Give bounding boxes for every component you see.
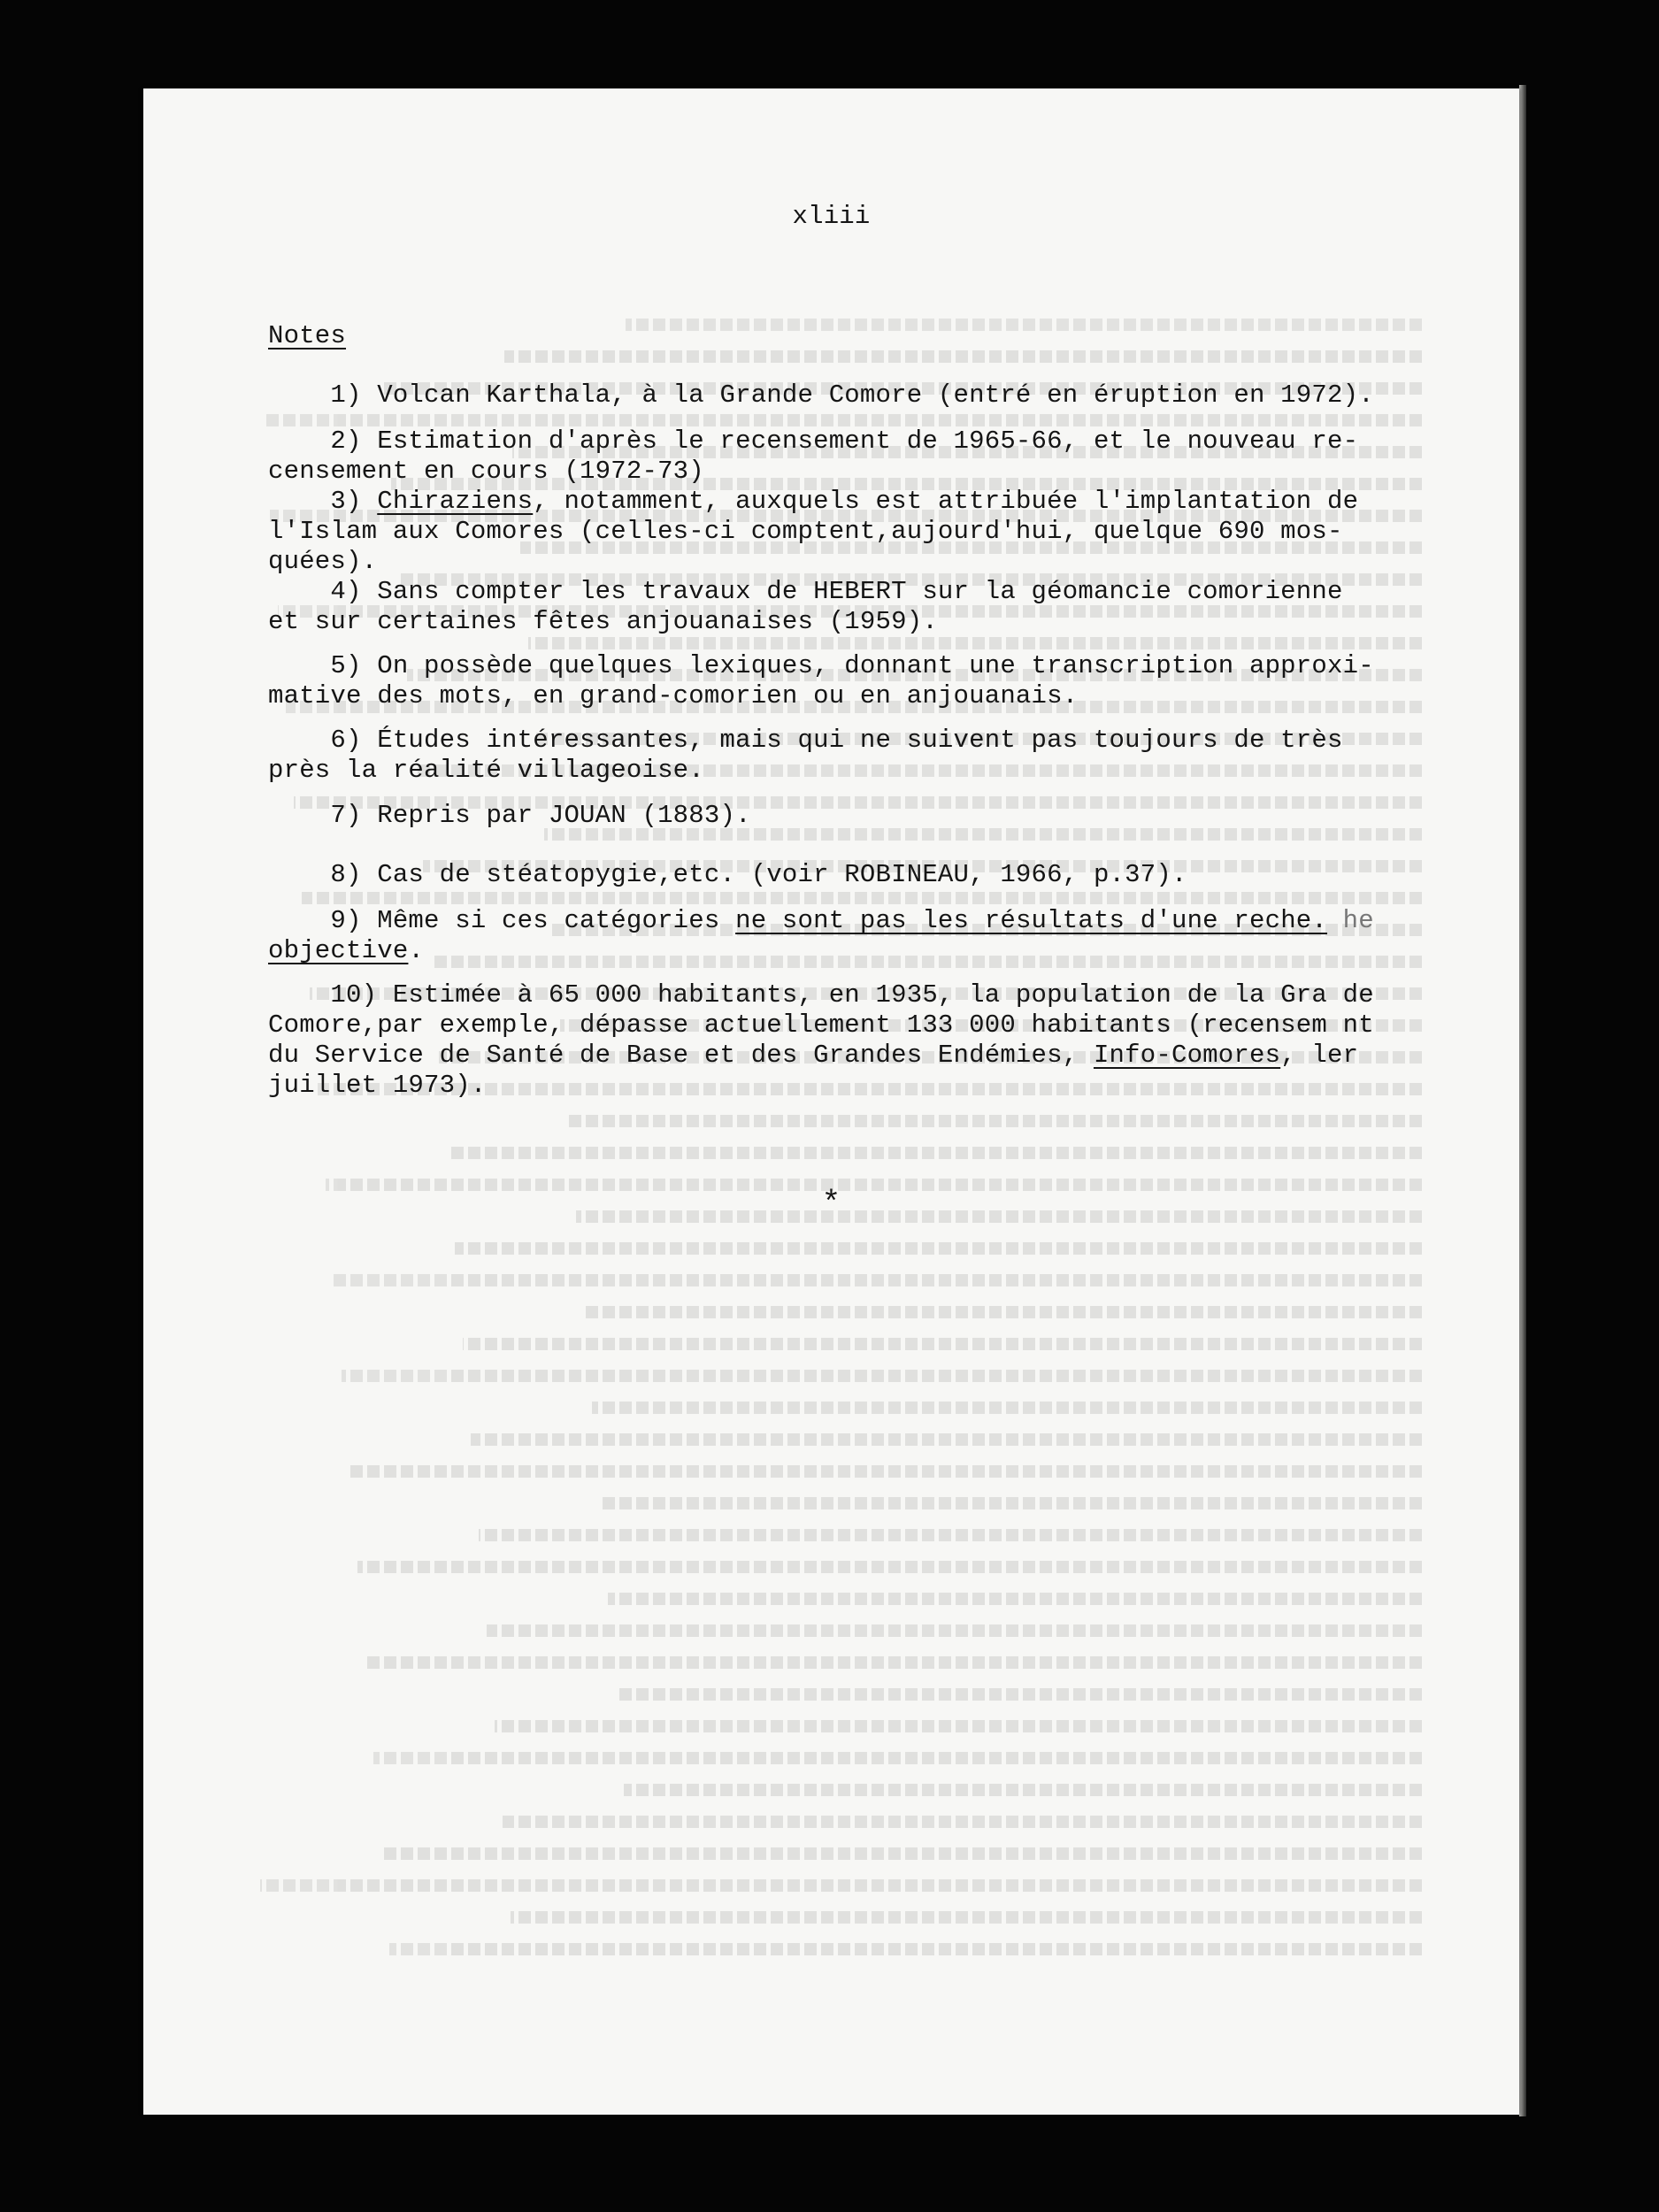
note-5 <box>268 651 1409 711</box>
section-separator: * <box>821 1186 841 1222</box>
note-2 <box>268 426 1409 487</box>
underlined-phrase: ne sont pas les résultats d'une reche. <box>735 906 1328 935</box>
note-line <box>268 936 1409 966</box>
note-line <box>268 1041 1409 1071</box>
note-line: 5) On possède quelques lexiques, donnant une transcription approxi- <box>268 651 1374 680</box>
note-line: 2) Estimation d'après le recensement de 1965-66, et le nouveau re- <box>268 426 1359 456</box>
note-line: 4) Sans compter les travaux de HEBERT sur la géomancie comorienne <box>268 577 1343 606</box>
underlined-title: Info-Comores <box>1093 1041 1281 1070</box>
note-line: mative des mots, en grand-comorien ou en anjouanais. <box>268 681 1079 710</box>
note-3 <box>268 487 1409 577</box>
note-text: du Service de Santé de Base et des Grandes Endémies, <box>268 1041 1094 1070</box>
note-text: 9) Même si ces catégories <box>268 906 736 935</box>
note-number: 3) <box>268 487 378 516</box>
note-line <box>268 487 1409 517</box>
page-content <box>143 88 1519 2115</box>
note-line: 10) Estimée à 65 000 habitants, en 1935, la population de la Gra de <box>268 980 1374 1010</box>
underlined-phrase: objective <box>268 936 409 965</box>
page-number: xliii <box>792 202 871 231</box>
document-page <box>143 88 1519 2115</box>
note-line: Comore,par exemple, dépasse actuellement 133 000 habitants (recensem nt <box>268 1010 1374 1040</box>
underlined-term: Chiraziens <box>377 487 534 516</box>
note-line: juillet 1973). <box>268 1071 487 1100</box>
note-text: , ler <box>1280 1041 1359 1070</box>
note-text: he <box>1327 906 1374 935</box>
note-line: 1) Volcan Karthala, à la Grande Comore (entré en éruption en 1972). <box>268 380 1374 410</box>
note-10 <box>268 980 1409 1101</box>
note-line: 6) Études intéressantes, mais qui ne suivent pas toujours de très <box>268 726 1343 755</box>
notes-heading: Notes <box>268 321 347 350</box>
note-line: l'Islam aux Comores (celles-ci comptent,aujourd'hui, quelque 690 mos- <box>268 517 1343 546</box>
note-9 <box>268 906 1409 966</box>
note-line: 8) Cas de stéatopygie,etc. (voir ROBINEAU, 1966, p.37). <box>268 860 1187 889</box>
note-text: , notamment, auxquels est attribuée l'implantation de <box>533 487 1359 516</box>
note-line: et sur certaines fêtes anjouanaises (1959). <box>268 607 938 636</box>
note-line: 7) Repris par JOUAN (1883). <box>268 801 751 830</box>
note-7 <box>268 801 1409 831</box>
note-1 <box>268 380 1409 411</box>
note-line: quées). <box>268 547 378 576</box>
note-line <box>268 906 1409 936</box>
note-6 <box>268 726 1409 786</box>
note-line: censement en cours (1972-73) <box>268 457 704 486</box>
note-8 <box>268 860 1409 890</box>
note-4 <box>268 577 1409 637</box>
note-text: . <box>408 936 425 965</box>
page-edge <box>1519 85 1526 2116</box>
note-line: près la réalité villageoise. <box>268 756 704 785</box>
